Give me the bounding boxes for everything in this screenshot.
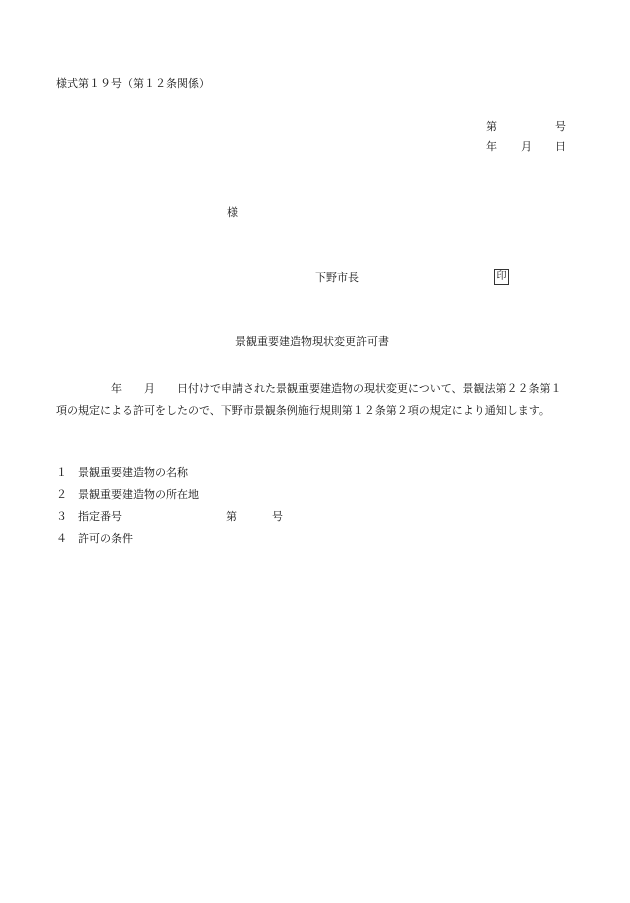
document-number-gou: 号 xyxy=(555,120,566,133)
list-item xyxy=(56,488,199,510)
date-month: 月 xyxy=(521,140,532,153)
list-item xyxy=(56,510,283,532)
item-list xyxy=(56,466,283,554)
body-paragraph xyxy=(56,378,576,422)
item-label: 許可の条件 xyxy=(78,532,133,545)
date-year: 年 xyxy=(486,140,497,153)
addressee-suffix: 様 xyxy=(227,206,238,219)
form-number: 様式第１９号（第１２条関係） xyxy=(56,77,210,90)
item-label: 景観重要建造物の所在地 xyxy=(78,488,199,501)
date-day: 日 xyxy=(555,140,566,153)
issuer: 下野市長 xyxy=(315,271,359,284)
document-title: 景観重要建造物現状変更許可書 xyxy=(235,335,389,348)
document-number-dai: 第 xyxy=(486,120,497,133)
seal-mark: 印 xyxy=(494,269,509,285)
item-label: 景観重要建造物の名称 xyxy=(78,466,188,479)
item-number: １ xyxy=(56,466,67,479)
item-number: ４ xyxy=(56,532,67,545)
designation-number-dai: 第 xyxy=(226,510,237,523)
item-label: 指定番号 xyxy=(78,510,122,523)
item-number: ２ xyxy=(56,488,67,501)
body-line-1: 年 月 日付けで申請された景観重要建造物の現状変更について、景観法第２２条第１ xyxy=(56,382,562,395)
designation-number-gou: 号 xyxy=(272,510,283,523)
list-item xyxy=(56,532,199,554)
body-line-2: 項の規定による許可をしたので、下野市景観条例施行規則第１２条第２項の規定により通知します。 xyxy=(56,404,550,417)
item-number: ３ xyxy=(56,510,67,523)
list-item xyxy=(56,466,199,488)
